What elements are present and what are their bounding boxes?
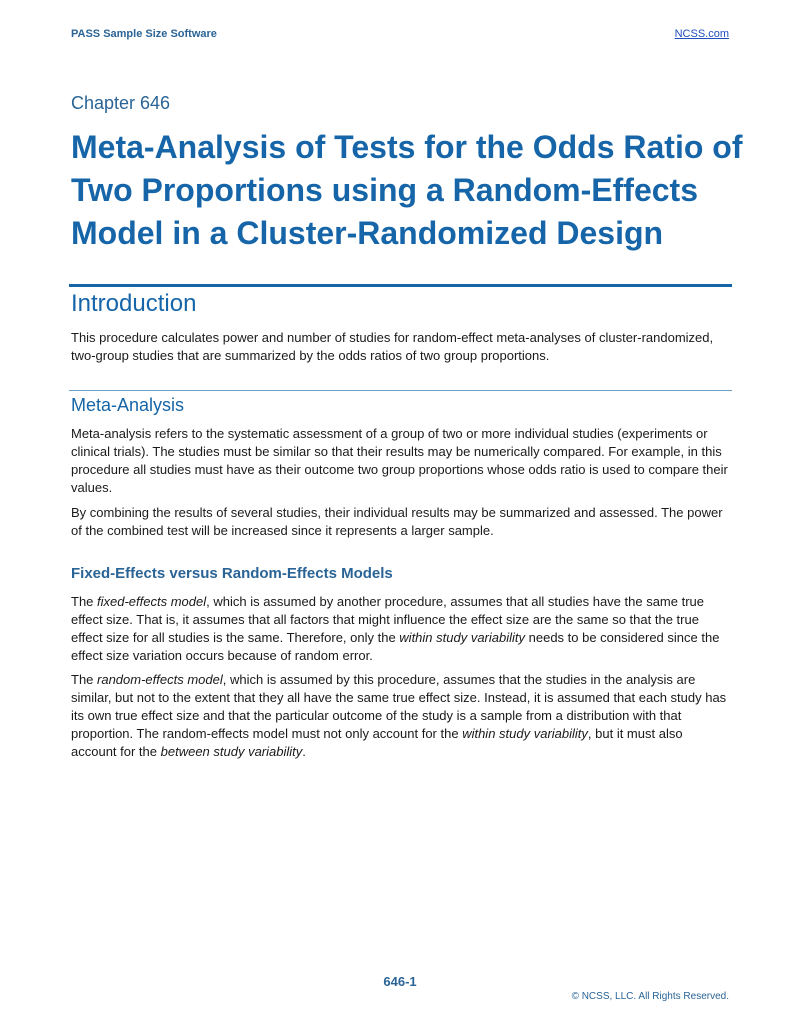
copyright-notice: © NCSS, LLC. All Rights Reserved. [571, 991, 729, 1002]
within-study-variability-term: within study variability [462, 726, 588, 741]
fixed-effects-paragraph: The fixed-effects model, which is assumed by another procedure, assumes that all studies have the same true effect size. That is, it assumes that all factors that might influence the effect size are the same so that the true effect size for all studies is the same. Therefore, only the within study variability needs to be considered since the effect size variation occurs because of random error. [71, 594, 720, 663]
header-software-name: PASS Sample Size Software [71, 28, 217, 40]
ncss-link[interactable]: NCSS.com [674, 28, 729, 40]
meta-analysis-paragraph-2: By combining the results of several studies, their individual results may be summarized and assessed. The power of the combined test will be increased since it represents a larger sample. [71, 505, 723, 538]
random-effects-term: random-effects model [97, 672, 223, 687]
introduction-paragraph: This procedure calculates power and number of studies for random-effect meta-analyses of cluster-randomized, two-group studies that are summarized by the odds ratios of two group proportions. [71, 330, 714, 363]
between-study-variability-term: between study variability [160, 744, 303, 759]
meta-analysis-paragraph-1: Meta-analysis refers to the systematic assessment of a group of two or more individual studies (experiments or clinical trials). The studies must be similar so that their results may be numerically compared. For example, in this procedure all studies must have as their outcome two group proportions whose odds ratio is used to compare their values. [71, 426, 728, 495]
meta-analysis-heading: Meta-Analysis [71, 395, 185, 415]
chapter-label: Chapter 646 [71, 93, 171, 113]
page-number: 646-1 [383, 974, 417, 989]
within-study-variability-term: within study variability [399, 630, 526, 645]
random-effects-paragraph: The random-effects model, which is assumed by this procedure, assumes that the studies in the analysis are similar, but not to the extent that they all have the same true effect size. Instead, it is assumed that each study has its own true effect size and that the particular outcome of the study is a sample from a distribution with that proportion. The random-effects model must not only account for the within study variability, but it must also account for the between study variability. [71, 672, 727, 759]
introduction-heading: Introduction [71, 290, 197, 317]
fixed-effects-term: fixed-effects model [97, 594, 207, 609]
models-heading: Fixed-Effects versus Random-Effects Models [71, 565, 393, 582]
title-divider [69, 284, 732, 287]
section-divider [69, 390, 732, 391]
page-title: Meta-Analysis of Tests for the Odds Ratio of Two Proportions using a Random-Effects Model in a Cluster-Randomized Design [71, 129, 743, 251]
